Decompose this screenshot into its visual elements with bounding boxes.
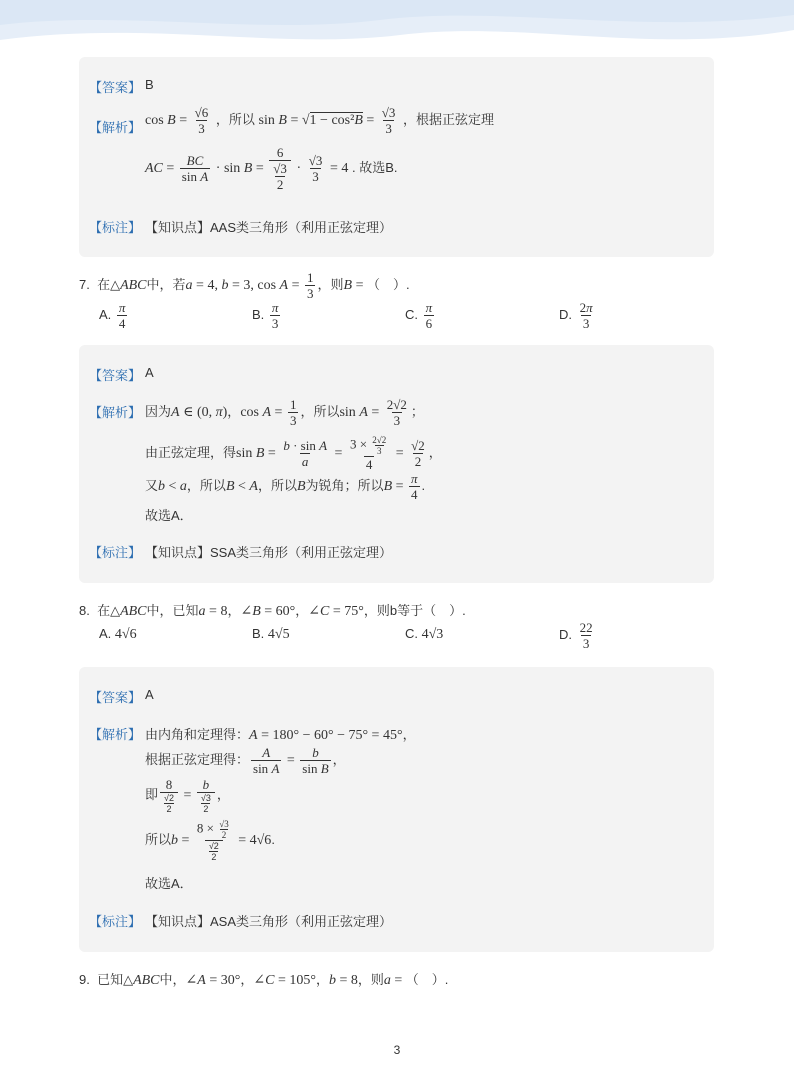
answer-label: 【答案】: [89, 80, 142, 95]
q7-stem-pre: 在△: [97, 276, 121, 292]
q7-analysis-line3: 又b < a，所以B < A，所以B为锐角；所以B = $\frac{\pi}{4}$ .: [145, 471, 426, 502]
q6-note: 【知识点】AAS类三角形（利用正弦定理）: [145, 220, 393, 235]
q7-note: 【知识点】SSA类三角形（利用正弦定理）: [145, 545, 393, 560]
q6-answer-value: B: [145, 77, 154, 92]
analysis-label: 【解析】: [89, 727, 142, 742]
q8-answer-value: A: [145, 687, 154, 702]
q7-stem-mid: 中，若: [146, 276, 186, 292]
note-label: 【标注】: [89, 545, 142, 560]
q8-answer-box: [79, 667, 714, 952]
q7-analysis-line1: 因为A ∈ (0, π)，cos A = $\frac{1}{3}$ ，所以sin A = $\frac{2√2}{3}$ ；: [145, 397, 424, 428]
q8-option-a[interactable]: A. 4√6: [99, 626, 137, 642]
q8-stem: 8. 在△ABC中，已知a = 8，∠B = 60°，∠C = 75°，则b等于（ ）.: [79, 603, 466, 619]
note-label: 【标注】: [89, 914, 142, 929]
analysis-label: 【解析】: [89, 405, 142, 420]
q8-analysis-line1: 由内角和定理得：A = 180° − 60° − 75° = 45°，: [145, 727, 416, 743]
q6-analysis-text2: ，根据正弦定理: [403, 111, 495, 127]
q8-option-d[interactable]: D. $\frac{22}{3}$: [559, 620, 593, 651]
q6-analysis-text1: ，所以: [215, 111, 255, 127]
q8-analysis-line5: 故选A．: [145, 876, 193, 891]
q7-stem: 7. 在△ABC中，若a = 4, b = 3, cos A = $\frac{1}{3}$ ，则B = （ ）.: [79, 270, 410, 301]
q8-option-b[interactable]: B. 4√5: [252, 626, 290, 642]
header-wave-decoration: [0, 0, 794, 60]
q7-answer-box: [79, 345, 714, 583]
q8-number: 8.: [79, 603, 90, 618]
q8-note: 【知识点】ASA类三角形（利用正弦定理）: [145, 914, 393, 929]
answer-label: 【答案】: [89, 690, 142, 705]
answer-label: 【答案】: [89, 368, 142, 383]
q7-option-c[interactable]: C. $\frac{\pi}{6}$: [405, 300, 433, 331]
page-number: 3: [393, 1043, 401, 1057]
note-label: 【标注】: [89, 220, 142, 235]
q8-analysis-line4: 所以b = 8 × $\frac{√3}{2}$ $\frac{√2}{2}$ = 4√6.: [145, 819, 275, 862]
q7-number: 7.: [79, 276, 90, 292]
q7-stem-end: （ ）.: [366, 276, 410, 292]
analysis-label: 【解析】: [89, 120, 142, 135]
q9-number: 9.: [79, 972, 90, 987]
q7-stem-post: ，则: [317, 276, 344, 292]
q7-option-b[interactable]: B. $\frac{\pi}{3}$: [252, 300, 279, 331]
q6-analysis-line1: cos B = $\frac{√6}{3}$ ，所以 sin B = √1 − cos²B = $\frac{√3}{3}$ ，根据正弦定理: [145, 105, 495, 136]
q6-analysis-line2: AC = $\frac{BC}{\text{sin A}}$ · sin B = $\frac{6}{\frac{√3}{2}}$ · $\frac{√3}{3}$ = 4 . 故选B.: [145, 145, 398, 192]
q8-option-c[interactable]: C. 4√3: [405, 626, 444, 642]
q7-option-a[interactable]: A. $\frac{\pi}{4}$: [99, 300, 126, 331]
q8-analysis-line2: 根据正弦定理得： $\frac{A}{\text{sin A}}$ = $\frac{b}{\text{sin B}}$ ，: [145, 745, 346, 776]
q6-analysis-text3: . 故选B.: [352, 159, 398, 175]
q7-option-d[interactable]: D. $\frac{2\pi}{3}$: [559, 300, 593, 331]
q6-answer-box: [79, 57, 714, 257]
q7-analysis-line4: 故选A．: [145, 508, 193, 523]
q9-stem: 9. 已知△ABC中，∠A = 30°，∠C = 105°，b = 8，则a = （ ）.: [79, 972, 449, 988]
q8-analysis-line3: 即 $\frac{8}{\frac{√2}{2}}$ = $\frac{b}{\frac{√3}{2}}$ ，: [145, 777, 230, 814]
q7-answer-value: A: [145, 365, 154, 380]
q7-analysis-line2: 由正弦定理，得sin B = $\frac{\text{b · sin A}}{a}$ = 3 × $\frac{2√2}{3}$ 4 = $\frac{√2}{2}$ ，: [145, 435, 442, 472]
